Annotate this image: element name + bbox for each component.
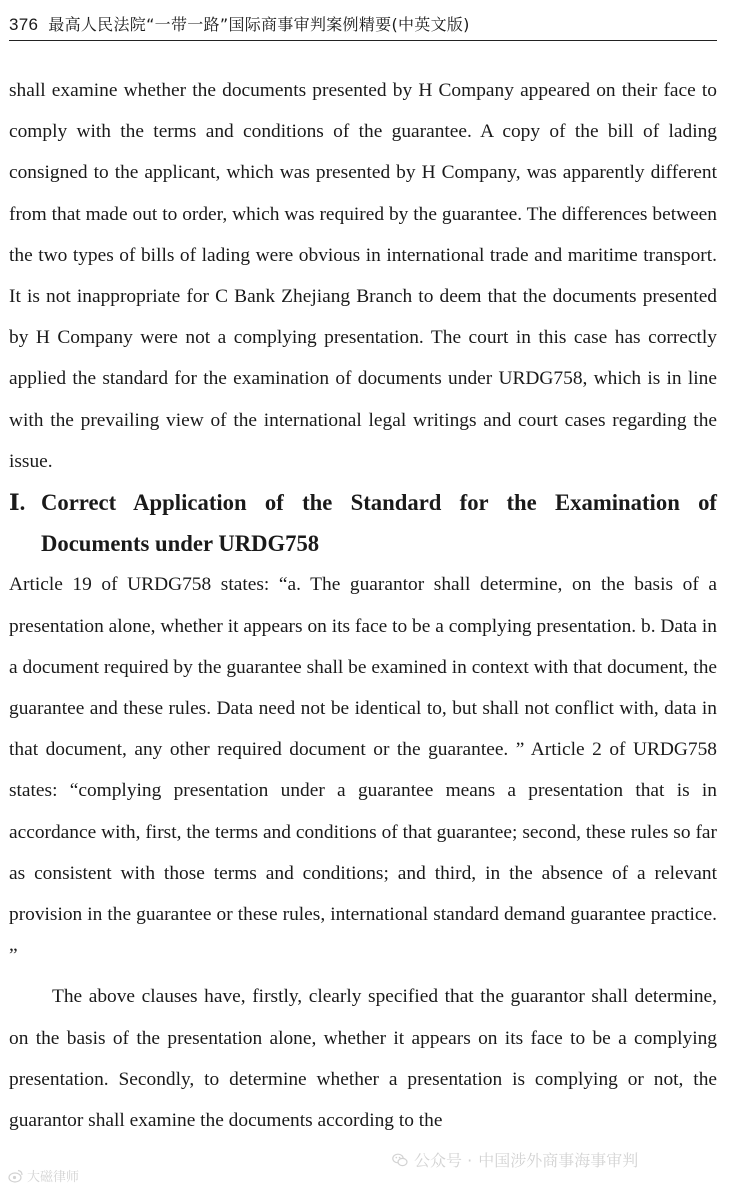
watermark-right-prefix: 公众号 · [414, 1151, 473, 1170]
section-heading-text: Correct Application of the Standard for the Examination of Documents under URDG758 [41, 490, 717, 557]
section-numeral: Ⅰ. [9, 490, 26, 516]
paragraph-3: The above clauses have, firstly, clearly specified that the guarantor shall determine, on the basis of the presentation alone, whether it appears on its face to be a complying presentation. Secondly, to determine whether a presentation is complying or not, the guarantor shall examine the documents according to the [9, 986, 717, 1132]
body-text [9, 70, 717, 1141]
paragraph-2: Article 19 of URDG758 states: “a. The guarantor shall determine, on the basis of a presentation alone, whether it appears on its face to be a complying presentation. b. Data in a document required by the guarantee shall be examined in context with that document, the guarantee and these rules. Data need not be identical to, but shall not conflict with, data in that document, any other required document or the guarantee. ” Article 2 of URDG758 states: “complying presentation under a guarantee means a presentation that is in accordance with, first, the terms and conditions of that guarantee; second, these rules so far as consistent with those terms and conditions; and third, in the absence of a relevant provision in the guarantee or these rules, international standard demand guarantee practice. ” [9, 574, 717, 967]
weibo-logo-icon [8, 1168, 24, 1184]
paragraph-1: shall examine whether the documents presented by H Company appeared on their face to comply with the terms and conditions of the guarantee. A copy of the bill of lading consigned to the applicant, which was presented by H Company, was apparently different from that made out to order, which was required by the guarantee. The differences between the two types of bills of lading were obvious in international trade and maritime transport. It is not inappropriate for C Bank Zhejiang Branch to deem that the documents presented by H Company were not a complying presentation. The court in this case has correctly applied the standard for the examination of documents under URDG758, which is in line with the prevailing view of the international legal writings and court cases regarding the issue. [9, 80, 717, 472]
watermark-right [392, 1148, 638, 1171]
book-title: 最高人民法院“一带一路”国际商事审判案例精要(中英文版) [48, 15, 470, 34]
watermark [0, 1146, 729, 1190]
watermark-right-text: 中国涉外商事海事审判 [478, 1151, 639, 1170]
watermark-left-text: 大磁律师 [27, 1170, 80, 1185]
wechat-logo-icon [392, 1152, 408, 1168]
watermark-left [8, 1166, 79, 1185]
page-number: 376 [9, 15, 39, 34]
running-header [9, 10, 717, 41]
section-heading [9, 482, 717, 564]
